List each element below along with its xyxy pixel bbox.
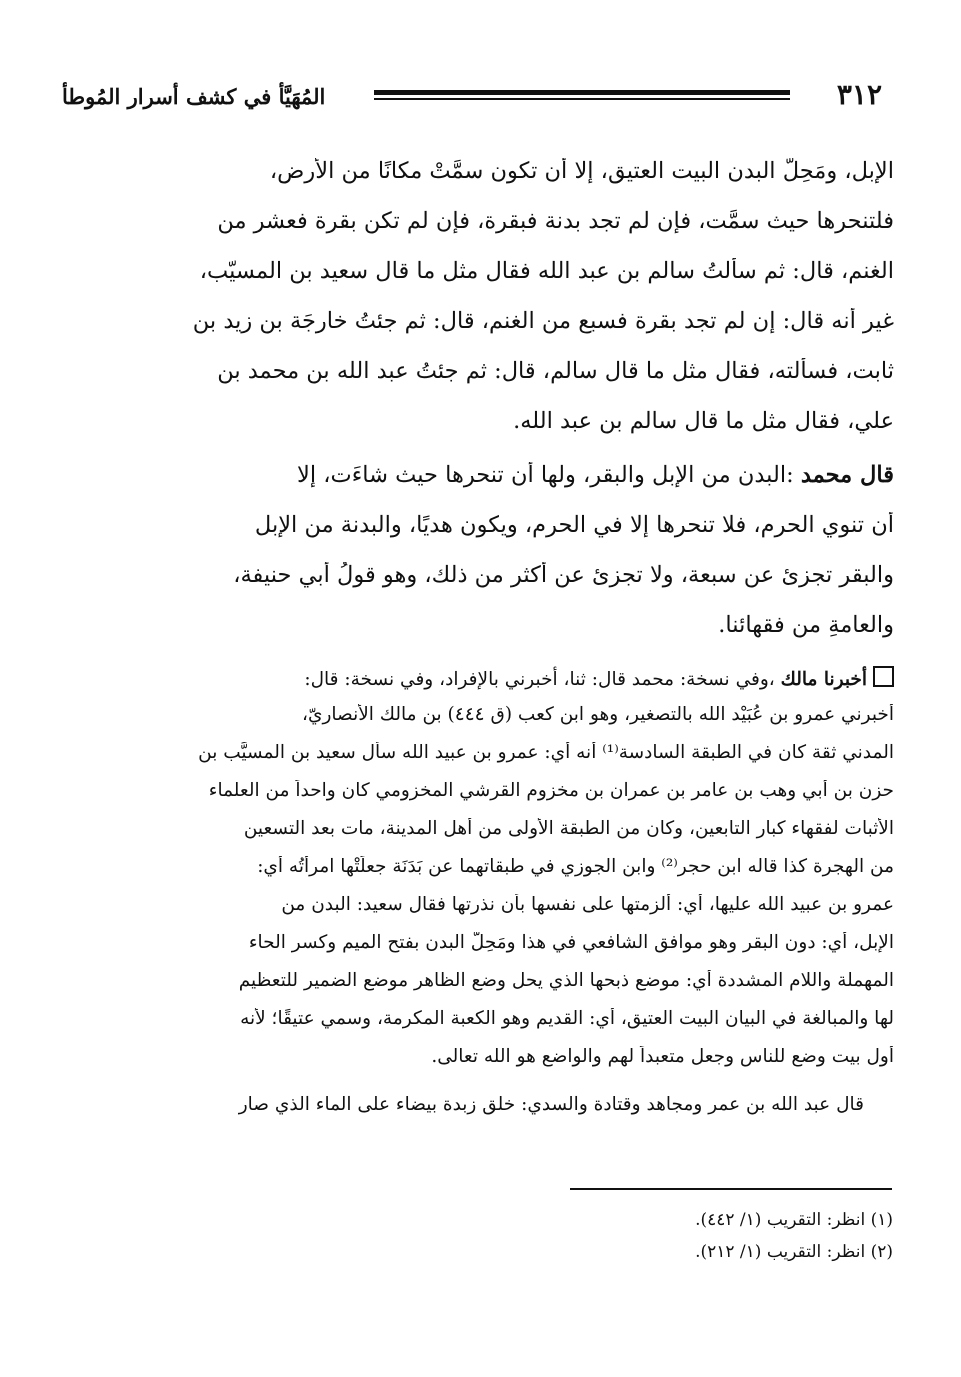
text-line: ثابت، فسألته، فقال مثل ما قال سالم، قال: ثم جئتُ عبد الله بن محمد بن — [217, 358, 894, 384]
square-marker-icon — [873, 666, 894, 687]
text-line — [68, 666, 894, 700]
text-line: لها والمبالغة في البيان البيت العتيق، أي: القديم وهو الكعبة المكرمة، وسمي عتيقًا؛ لأنه — [240, 1008, 894, 1029]
page-number: ٣١٢ — [836, 78, 882, 111]
text-line: والعامةِ من فقهائنا. — [718, 612, 894, 638]
text-line: أول بيت وضع للناس وجعل متعبداً لهم والواضع هو الله تعالى. — [431, 1046, 894, 1067]
text-line: الإبل، ومَحِلّ البدن البيت العتيق، إلا أن تكون سمَّتْ مكانًا من الأرض، — [269, 158, 894, 184]
speaker-label: قال محمد — [800, 462, 894, 488]
text-line: حزن بن أبي وهب بن عامر بن عمران بن مخزوم القرشي المخزومي كان واحداً من العلماء — [208, 780, 894, 801]
text-line: الغنم، قال: ثم سألتُ سالم بن عبد الله فقال مثل ما قال سعيد بن المسيّب، — [199, 258, 894, 284]
text-line: الإبل، أي: دون البقر وهو موافق الشافعي في هذا ومَحِلّ البدن بفتح الميم وكسر الحاء — [248, 932, 894, 953]
footnote-rule — [570, 1188, 892, 1190]
line-text: :البدن من الإبل والبقر، ولها أن تنحرها حيث شاءَت، إلا — [297, 462, 794, 488]
text-line: أن تنوي الحرم، فلا تنحرها إلا في الحرم، ويكون هديًا، والبدنة من الإبل — [254, 512, 894, 538]
running-header — [62, 80, 882, 120]
text-line: الأثبات لفقهاء كبار التابعين، وكان من الطبقة الأولى من أهل المدينة، مات بعد التسعين — [243, 818, 894, 839]
text-line: عمرو بن عبيد الله عليها، أي: ألزمتها على نفسها بأن نذرتها فقال سعيد: البدن من — [281, 894, 894, 915]
header-rule-thin — [374, 98, 790, 100]
text-line: والبقر تجزئ عن سبعة، ولا تجزئ عن أكثر من ذلك، وهو قولُ أبي حنيفة، — [233, 562, 894, 588]
text-line — [68, 462, 894, 514]
line-text: ،وفي نسخة: محمد قال: ثنا، أخبرني بالإفراد، وفي نسخة: قال: — [304, 669, 775, 690]
text-line: قال عبد الله بن عمر ومجاهد وقتادة والسدي: خلق زبدة بيضاء على الماء الذي صار — [238, 1094, 864, 1115]
book-title: المُهَيَّأ في كشف أسرار المُوطأ — [62, 84, 326, 109]
text-line: من الهجرة كذا قاله ابن حجر⁽²⁾ وابن الجوزي في طبقاتهما عن بَدَنَة جعلَتْها امرأتُه أي: — [257, 856, 894, 877]
text-line: علي، فقال مثل ما قال سالم بن عبد الله. — [513, 408, 894, 434]
text-line: المدني ثقة كان في الطبقة السادسة⁽¹⁾ أنه أي: عمرو بن عبيد الله سأل سعيد بن المسيَّب بن — [198, 742, 894, 763]
text-line: غير أنه قال: إن لم تجد بقرة فسبع من الغنم، قال: ثم جئتُ خارجَة بن زيد بن — [192, 308, 894, 334]
narration-lead: أخبرنا مالك — [780, 669, 867, 690]
text-line: فلتنحرها حيث سمَّت، فإن لم تجد بدنة فبقرة، فإن لم تكن بقرة فعشر من — [217, 208, 894, 234]
text-line: أخبرني عمرو بن عُبَيْد الله بالتصغير، وهو ابن كعب (ق ٤٤٤) بن مالك الأنصاريّ، — [302, 704, 894, 725]
header-rule — [374, 90, 790, 95]
text-line: المهملة واللام المشددة أي: موضع ذبحها الذي يحل وضع الظاهر موضع الضمير للتعظيم — [238, 970, 894, 991]
footnote: (٢) انظر: التقريب (١/ ٢١٢). — [695, 1242, 893, 1262]
footnote: (١) انظر: التقريب (١/ ٤٤٢). — [695, 1210, 893, 1230]
